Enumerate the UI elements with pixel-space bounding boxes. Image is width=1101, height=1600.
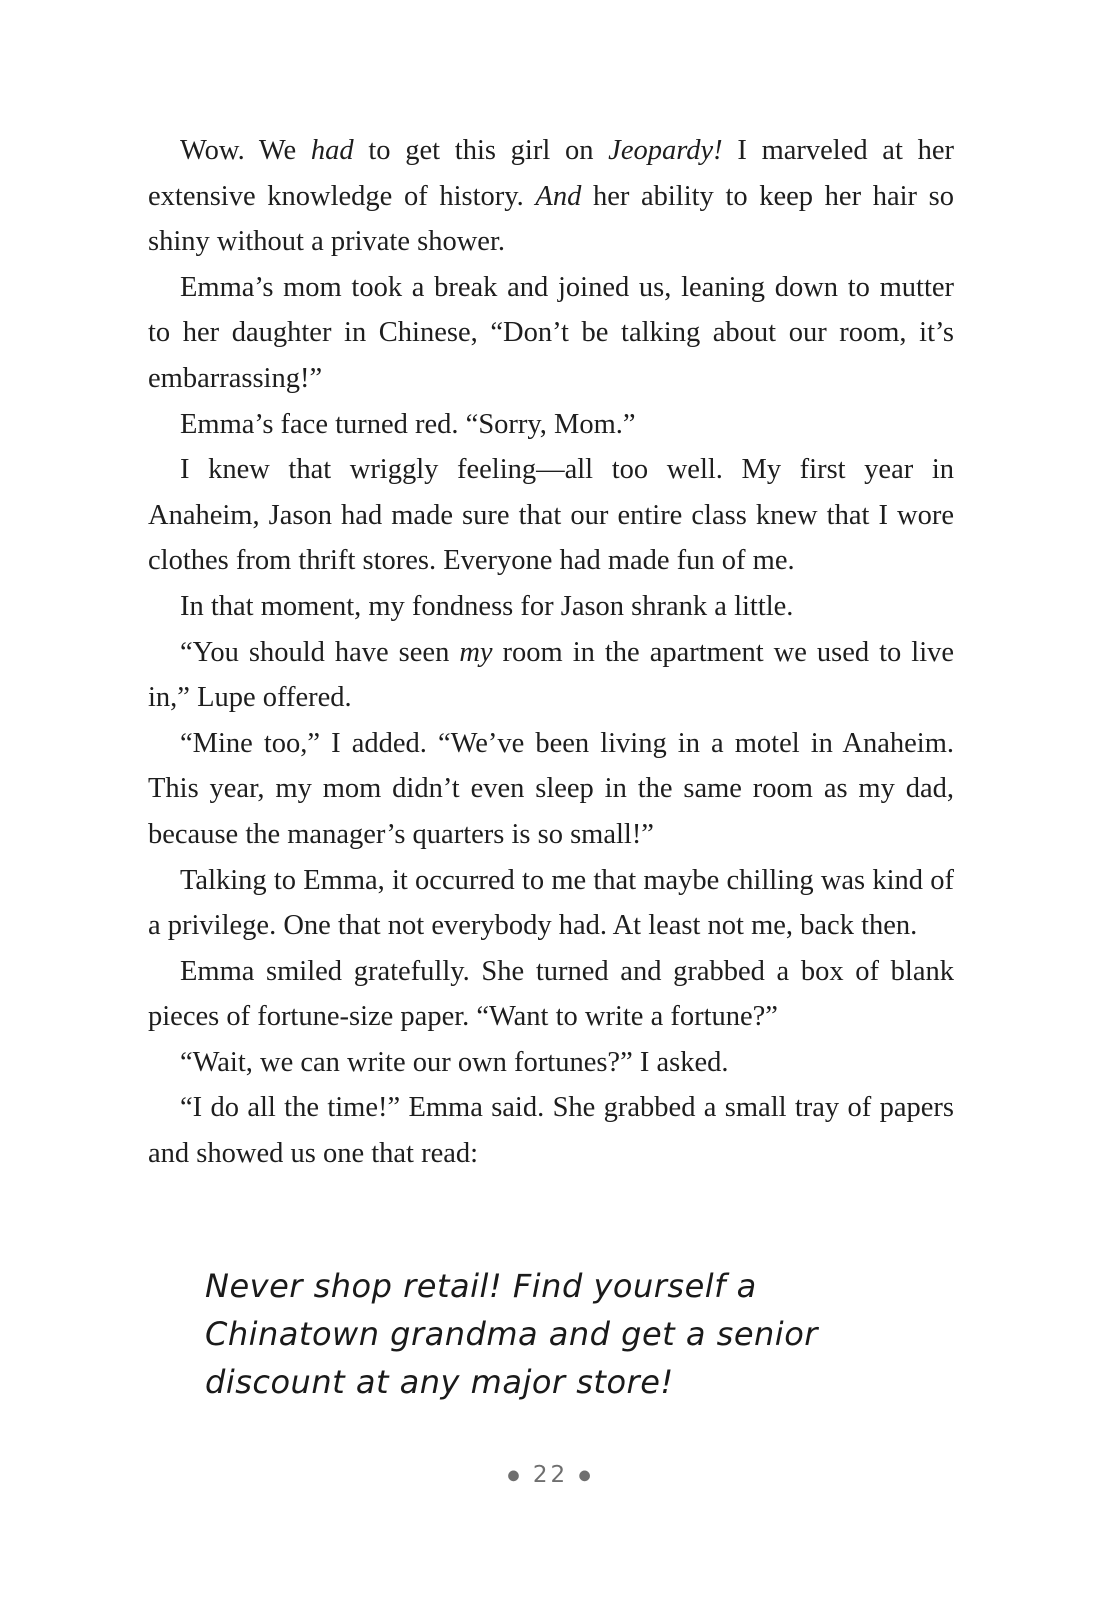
text-run: Emma’s mom took a break and joined us, leaning down to mutter to her daughter in Chinese, “Don’t be talking about our room, it’s embarrassing!”	[148, 271, 954, 394]
page-number	[0, 1462, 1101, 1488]
dot-ornament-right: ●	[578, 1467, 594, 1484]
text-run: Emma’s face turned red. “Sorry, Mom.”	[180, 408, 636, 440]
text-run: her ability to keep her hair so shiny without a private shower.	[148, 180, 954, 258]
text-run: Talking to Emma, it occurred to me that maybe chilling was kind of a privilege. One that not everybody had. At least not me, back then.	[148, 864, 954, 942]
paragraph	[148, 858, 954, 949]
italic-text: And	[535, 180, 582, 212]
text-run: I marveled at her extensive knowledge of history.	[148, 135, 954, 212]
text-run: Wow. We	[180, 135, 311, 166]
paragraph	[148, 721, 954, 858]
fortune-line: discount at any major store!	[205, 1363, 674, 1401]
paragraph	[148, 630, 954, 721]
text-run: “You should have seen	[180, 636, 460, 668]
text-run: I knew that wriggly feeling—all too well. My first year in Anaheim, Jason had made sure that our entire class knew that I wore clothes from thrift stores. Everyone had made fun of me.	[148, 454, 954, 577]
page-number-value: 22	[532, 1462, 569, 1488]
italic-text: Jeopardy!	[608, 135, 723, 166]
paragraph	[148, 128, 954, 265]
paragraph	[148, 1085, 954, 1176]
dot-ornament-left: ●	[507, 1467, 523, 1484]
body-text	[148, 128, 954, 1177]
text-run: room in the apartment we used to live in,” Lupe offered.	[148, 636, 955, 714]
paragraph	[148, 447, 954, 584]
text-run: “I do all the time!” Emma said. She grabbed a small tray of papers and showed us one that read:	[148, 1092, 954, 1170]
text-run: to get this girl on	[353, 135, 609, 166]
text-run: Emma smiled gratefully. She turned and grabbed a box of blank pieces of fortune-size paper. “Want to write a fortune?”	[148, 955, 954, 1033]
text-run: “Mine too,” I added. “We’ve been living in a motel in Anaheim. This year, my mom didn’t even sleep in the same room as my dad, because the manager’s quarters is so small!”	[148, 727, 954, 850]
text-run: “Wait, we can write our own fortunes?” I asked.	[180, 1046, 729, 1078]
fortune-line: Chinatown grandma and get a senior	[205, 1315, 818, 1353]
paragraph	[148, 1040, 954, 1086]
fortune-line: Never shop retail! Find yourself a	[205, 1267, 757, 1305]
paragraph	[148, 402, 954, 448]
handwritten-fortune	[205, 1262, 865, 1406]
paragraph	[148, 584, 954, 630]
italic-text: had	[310, 135, 354, 166]
paragraph	[148, 949, 954, 1040]
italic-text: my	[459, 636, 493, 668]
text-run: In that moment, my fondness for Jason shrank a little.	[180, 590, 794, 622]
paragraph	[148, 265, 954, 402]
